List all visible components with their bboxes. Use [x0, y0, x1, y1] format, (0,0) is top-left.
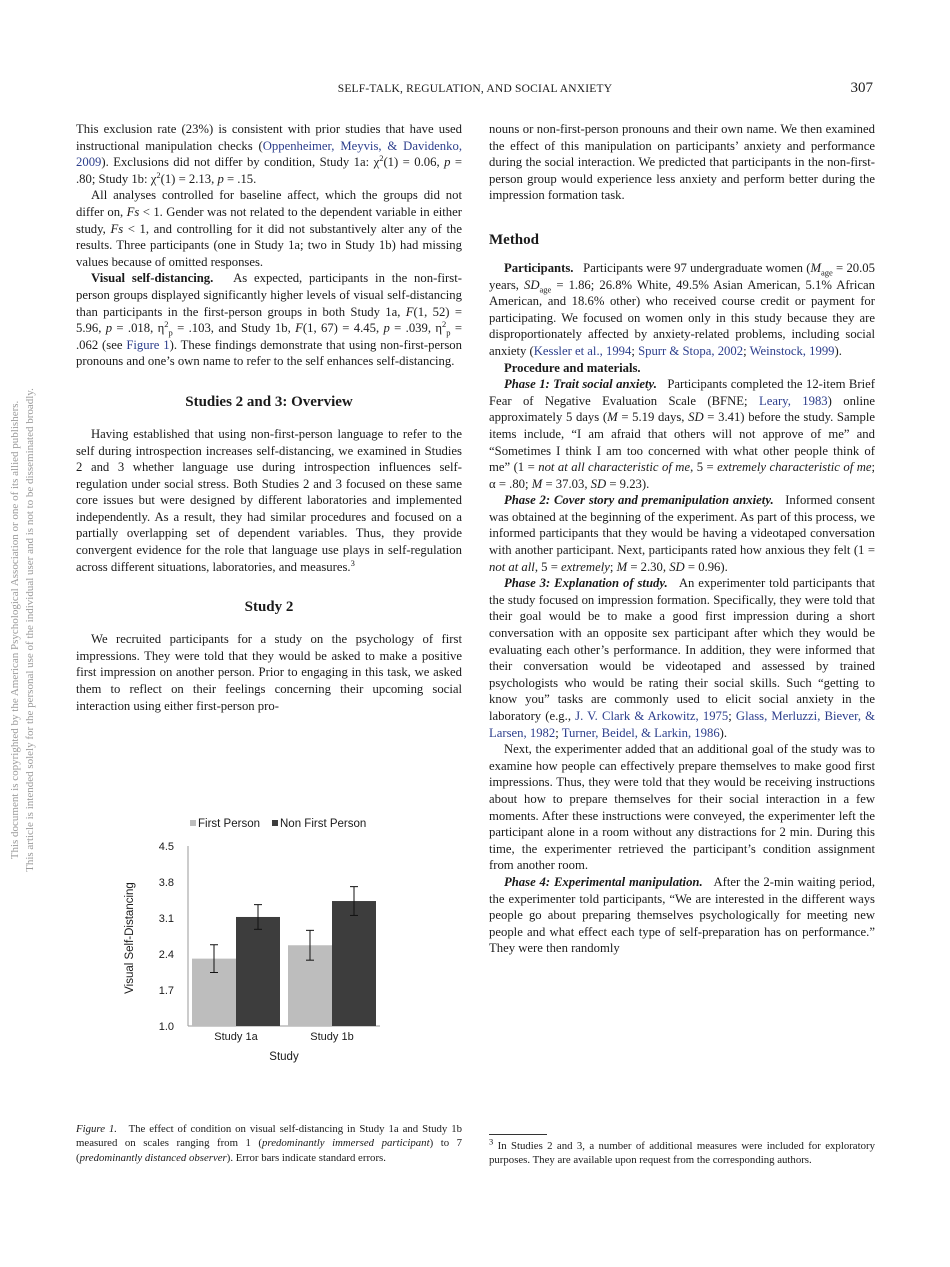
running-title: SELF-TALK, REGULATION, AND SOCIAL ANXIETY: [337, 83, 613, 95]
heading-method: Method: [489, 231, 539, 248]
paragraph-exclusion: This exclusion rate (23%) is consistent with prior studies that have used instructional manipulation checks (Oppenheimer, Meyvis, & Davidenko, 2009). Exclusions did not differ by condition, Study 1a: $\chi^2(1) = 0.06$, p = .80; Study 1b: $\chi^2(1) = 2.13$, p = .15.: [76, 122, 462, 186]
x-tick-label: Study 1b: [310, 1031, 354, 1043]
figure-1-bar-chart: [110, 810, 440, 1065]
paragraph-phase-4: Phase 4: Experimental manipulation. After the 2-min waiting period, the experimenter told participants, “We are interested in the different ways people go about preparing themselves psychologically for meeting new people and what effect each type of self-preparation has on performance.” They were then randomly: [489, 874, 875, 956]
citation-weinstock[interactable]: Weinstock, 1999: [749, 343, 835, 358]
legend-swatch: [190, 820, 196, 826]
y-tick-label: 1.0: [158, 1021, 174, 1033]
y-tick-label: 3.1: [158, 913, 174, 925]
y-tick-label: 2.4: [158, 949, 174, 961]
citation-kessler[interactable]: Kessler et al., 1994: [533, 343, 632, 358]
y-axis-label: Visual Self-Distancing: [124, 882, 136, 994]
figure-1-link[interactable]: Figure 1: [126, 337, 170, 352]
paragraph-participants: Participants. Participants were 97 undergraduate women ($M_{age} = 20.05$ years, $SD_{age} = 1.86$; 26.8% White, 49.5% Asian American, 5.1% African American, and 18.6% other) who received course credit or payment for participating. We focused on women only in this study because they are disproportionately affected by anxiety-related problems, including social anxiety (Kessler et al., 1994; Spurr & Stopa, 2002; Weinstock, 1999).: [489, 260, 875, 358]
paragraph-visual-self-distancing: Visual self-distancing. As expected, participants in the non-first-person groups displayed significantly higher levels of visual self-distancing than participants in the first-person groups in both Study 1a, F(1, 52) = 5.96, p = .018, $\eta^2_p = .103$, and Study 1b, F(1, 67) = 4.45, p = .039, $\eta^2_p = .062$ (see Figure 1). These findings demonstrate that using non-first-person pronouns and one’s own name to refer to the self enhances self-distancing.: [76, 271, 463, 369]
copyright-line-1: This document is copyrighted by the American Psychological Association or one of its allied publishers.: [9, 400, 21, 860]
right-column: [489, 121, 875, 957]
legend-swatch: [272, 820, 278, 826]
citation-glass[interactable]: Glass, Merluzzi, Biever, & Larsen, 1982: [489, 709, 876, 740]
citation-turner[interactable]: Turner, Beidel, & Larkin, 1986: [561, 725, 720, 740]
heading-study-2: Study 2: [244, 599, 294, 616]
left-column: [76, 121, 462, 714]
paragraph-baseline: All analyses controlled for baseline affect, which the groups did not differ on, Fs < 1. Gender was not related to the dependent variable in either study, Fs < 1, and controlling for it did not substantively alter any of the results. Three participants (one in Study 1a; two in Study 1b) had missing values because of omitted responses.: [76, 188, 462, 269]
footnote-rule: [489, 1134, 547, 1135]
heading-procedure: Procedure and materials.: [504, 360, 641, 375]
citation-clark[interactable]: J. V. Clark & Arkowitz, 1975: [575, 709, 729, 723]
paragraph-phase-1: Phase 1: Trait social anxiety. Participants completed the 12-item Brief Fear of Negative Evaluation Scale (BFNE; Leary, 1983) online approximately 5 days (M = 5.19 days, SD = 3.41) before the study. Sample items include, “I am afraid that others will not approve of me” and “Sometimes I think I am too concerned with what other people think of me” (1 = not at all characteristic of me, 5 = extremely characteristic of me; α = .80; M = 37.03, SD = 9.23).: [489, 377, 876, 491]
page-number: 307: [850, 80, 873, 96]
footnote: $^3$ In Studies 2 and 3, a number of additional measures were included for exploratory purposes. They are available upon request from the corresponding authors.: [489, 1136, 875, 1166]
chart-bars: [192, 887, 376, 1026]
copyright-line-2: This article is intended solely for the personal use of the individual user and is not to be disseminated broadly.: [24, 388, 36, 872]
y-tick-label: 4.5: [158, 841, 174, 853]
paragraph-prediction: nouns or non-first-person pronouns and their own name. We then examined the effect of this manipulation on participants’ anxiety and performance during the social interaction. We predicted that participants in the non-first-person group would experience less anxiety and perform better during the impression formation task.: [489, 122, 875, 203]
paragraph-phase-2: Phase 2: Cover story and premanipulation anxiety. Informed consent was obtained at the beginning of the experiment. As part of this process, we informed participants that they would be having a videotaped conversation with another participant. Next, participants rated how anxious they felt (1 = not at all, 5 = extremely; M = 2.30, SD = 0.96).: [489, 493, 875, 574]
copyright-sidebar: [2, 300, 44, 960]
bar-non-first-person: [332, 901, 376, 1026]
citation-link[interactable]: Oppenheimer, Meyvis, & Davidenko, 2009: [76, 138, 462, 170]
x-tick-label: Study 1a: [214, 1031, 258, 1043]
bar-non-first-person: [236, 917, 280, 1026]
x-axis-label: Study: [269, 1051, 299, 1063]
y-tick-label: 1.7: [158, 985, 174, 997]
legend-label: Non First Person: [280, 818, 367, 830]
chart-legend: [190, 818, 366, 830]
paragraph-next: Next, the experimenter added that an additional goal of the study was to examine how people can effectively prepare themselves to make good first impressions. Thus, they were told that they would be receiving instructions about how to prepare themselves for their social interaction in a few moments. After these instructions were conveyed, the experimenter left the participant alone in a room without any distractions for 2 min. During this time, the experimenter retrieved the participant’s condition assignment from another room.: [489, 742, 875, 873]
legend-label: First Person: [198, 818, 260, 830]
paragraph-phase-3: Phase 3: Explanation of study. An experimenter told participants that the study focused on impression formation. Specifically, they were told that their goal would be to make a good first impression during a short conversation with an opposite sex participant after which they would be evaluating each other’s performance. In addition, they were informed that their conversation would be videotaped and assessed by trained psychologists who would be rating their social skills. Such “getting to know you” tasks are commonly used to elicit social anxiety in the laboratory (e.g., J. V. Clark & Arkowitz, 1975; Glass, Merluzzi, Biever, & Larsen, 1982; Turner, Beidel, & Larkin, 1986).: [489, 576, 876, 740]
y-tick-label: 3.8: [158, 877, 174, 889]
paragraph-overview: Having established that using non-first-person language to refer to the self during introspection increases self-distancing, we examined in Studies 2 and 3 whether language use during introspection influences self-regulation under social stress. Both Studies 2 and 3 focused on these same core issues but were designed by different laboratories and implemented independently. As a result, they had similar procedures and focused on a partially overlapping set of dependent variables. Thus, they provide convergent evidence for the role that language use plays in self-regulation across different situations, laboratories, and measures.$^3$: [76, 426, 462, 574]
heading-overview: Studies 2 and 3: Overview: [185, 393, 353, 410]
paragraph-study-2-intro: We recruited participants for a study on the psychology of first impressions. They were told that they would be asked to make a positive first impression on another person. Prior to engaging in this task, we asked them to reflect on their feelings concerning their upcoming social interaction using either first-person pro-: [76, 632, 462, 713]
citation-spurr[interactable]: Spurr & Stopa, 2002: [638, 343, 744, 358]
citation-leary[interactable]: Leary, 1983: [758, 393, 828, 408]
figure-caption: Figure 1. The effect of condition on visual self-distancing in Study 1a and Study 1b measured on scales ranging from 1 (predominantly immersed participant) to 7 (predominantly distanced observer). Error bars indicate standard errors.: [76, 1123, 462, 1164]
